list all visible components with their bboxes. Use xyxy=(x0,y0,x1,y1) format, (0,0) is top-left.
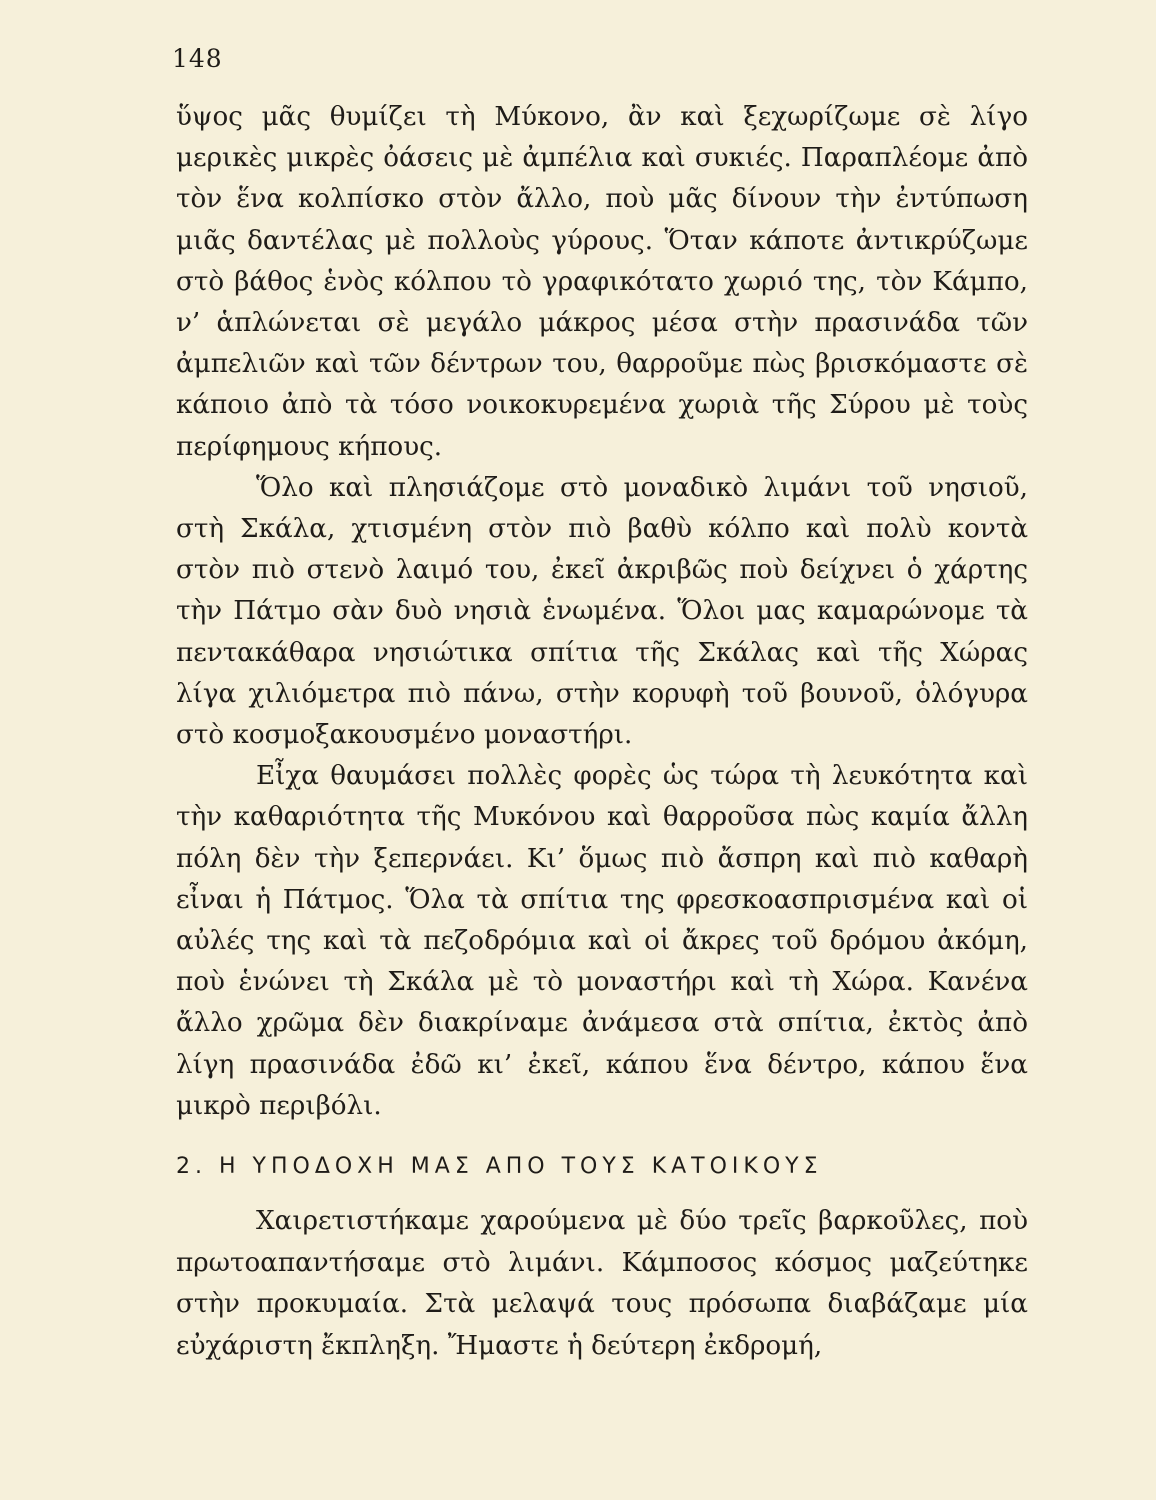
section-paragraph: Χαιρετιστήκαμε χαρούμενα μὲ δύο τρεῖς βαρκοῦλες, ποὺ πρωτοαπαντήσαμε στὸ λιμάνι. Κάμποσος κόσμος μαζεύτηκε στὴν προκυμαία. Στὰ μελαψά τους πρόσωπα διαβάζαμε μία εὐχάριστη ἔκπληξη. Ἤμαστε ἡ δεύτερη ἐκδρομή, xyxy=(176,1206,1028,1361)
paragraph-1: ὕψος μᾶς θυμίζει τὴ Μύκονο, ἂν καὶ ξεχωρίζωμε σὲ λίγο μερικὲς μικρὲς ὀάσεις μὲ ἀμπέλια καὶ συκιές. Παραπλέομε ἀπὸ τὸν ἕνα κολπίσκο στὸν ἄλλο, ποὺ μᾶς δίνουν τὴν ἐντύπωση μιᾶς δαντέλας μὲ πολλοὺς γύρους. Ὅταν κάποτε ἀντικρύζωμε στὸ βάθος ἑνὸς κόλπου τὸ γραφικότατο χωριό της, τὸν Κάμπο, ν’ ἁπλώνεται σὲ μεγάλο μάκρος μέσα στὴν πρασινάδα τῶν ἀμπελιῶν καὶ τῶν δέντρων του, θαρροῦμε πὼς βρισκόμαστε σὲ κάποιο ἀπὸ τὰ τόσο νοικοκυρεμένα χωριὰ τῆς Σύρου μὲ τοὺς περίφημους κήπους. xyxy=(176,102,1028,462)
page-number: 148 xyxy=(172,44,223,73)
paragraph-3: Εἶχα θαυμάσει πολλὲς φορὲς ὡς τώρα τὴ λευκότητα καὶ τὴν καθαριότητα τῆς Μυκόνου καὶ θαρροῦσα πὼς καμία ἄλλη πόλη δὲν τὴν ξεπερνάει. Κι’ ὅμως πιὸ ἄσπρη καὶ πιὸ καθαρὴ εἶναι ἡ Πάτμος. Ὅλα τὰ σπίτια της φρεσκοασπρισμένα καὶ οἱ αὐλές της καὶ τὰ πεζοδρόμια καὶ οἱ ἄκρες τοῦ δρόμου ἀκόμη, ποὺ ἑνώνει τὴ Σκάλα μὲ τὸ μοναστήρι καὶ τὴ Χώρα. Κανένα ἄλλο χρῶμα δὲν διακρίναμε ἀνάμεσα στὰ σπίτια, ἐκτὸς ἀπὸ λίγη πρασινάδα ἐδῶ κι’ ἐκεῖ, κάπου ἕνα δέντρο, κάπου ἕνα μικρὸ περιβόλι. xyxy=(176,761,1028,1121)
section-text xyxy=(176,1201,1028,1367)
paragraph-2: Ὅλο καὶ πλησιάζομε στὸ μοναδικὸ λιμάνι τοῦ νησιοῦ, στὴ Σκάλα, χτισμένη στὸν πιὸ βαθὺ κόλπο καὶ πολὺ κοντὰ στὸν πιὸ στενὸ λαιμό του, ἐκεῖ ἀκριβῶς ποὺ δείχνει ὁ χάρτης τὴν Πάτμο σὰν δυὸ νησιὰ ἑνωμένα. Ὅλοι μας καμαρώνομε τὰ πεντακάθαρα νησιώτικα σπίτια τῆς Σκάλας καὶ τῆς Χώρας λίγα χιλιόμετρα πιὸ πάνω, στὴν κορυφὴ τοῦ βουνοῦ, ὁλόγυρα στὸ κοσμοξακουσμένο μοναστήρι. xyxy=(176,472,1028,751)
section-heading: 2. Η ΥΠΟΔΟΧΗ ΜΑΣ ΑΠΟ ΤΟΥΣ ΚΑΤΟΙΚΟΥΣ xyxy=(176,1154,823,1179)
body-text xyxy=(176,97,1028,1127)
